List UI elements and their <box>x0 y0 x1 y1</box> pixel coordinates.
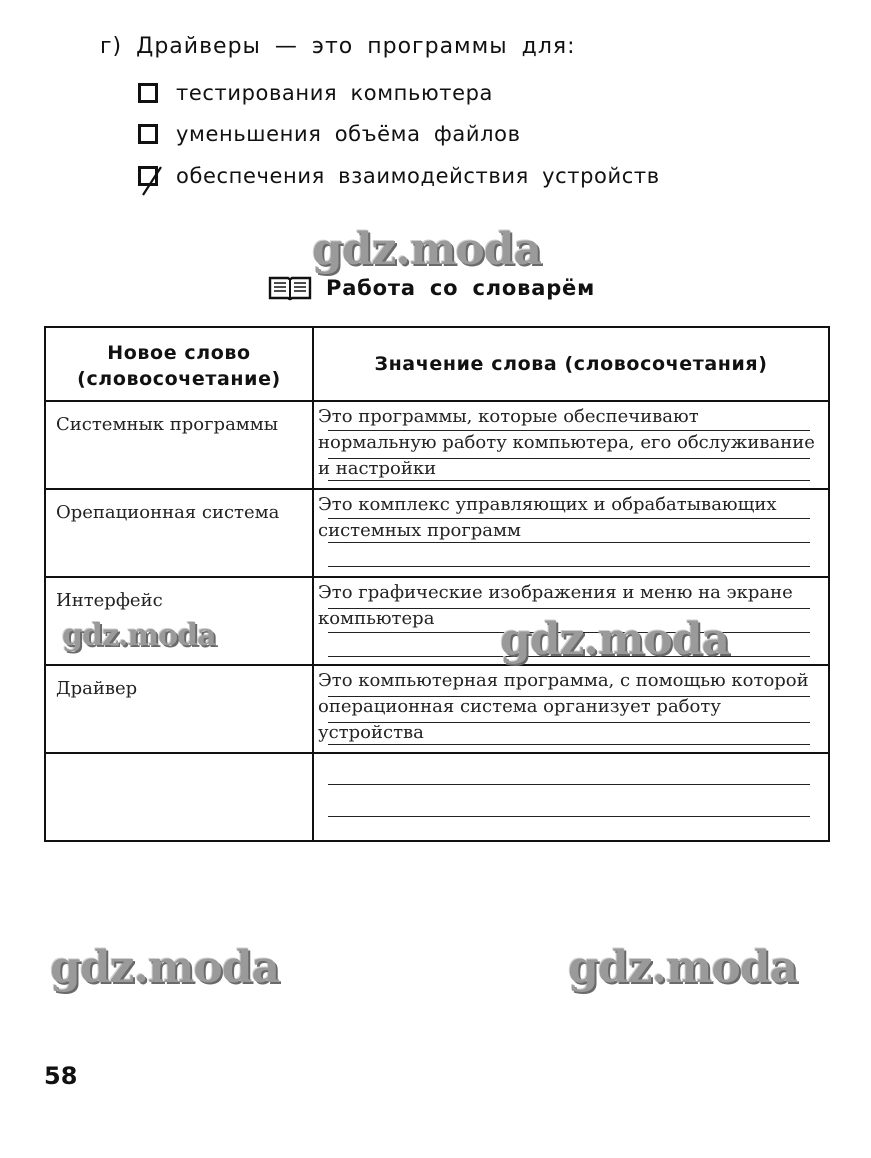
option-device-interaction[interactable] <box>138 161 660 191</box>
watermark: gdz.moda <box>50 942 280 993</box>
table-row <box>45 753 829 841</box>
word-cell[interactable]: Системнык программы <box>45 401 313 489</box>
option-file-size[interactable] <box>138 119 521 149</box>
watermark: gdz.moda <box>312 224 542 275</box>
word-cell[interactable] <box>45 753 313 841</box>
watermark: gdz.moda <box>568 942 798 993</box>
check-mark-icon <box>137 163 165 195</box>
option-label: уменьшения объёма файлов <box>176 122 521 146</box>
open-book-icon <box>268 274 312 302</box>
watermark: gdz.moda <box>500 614 730 665</box>
table-row <box>45 401 829 489</box>
option-label: обеспечения взаимодействия устройств <box>176 164 660 188</box>
meaning-cell[interactable] <box>313 489 829 577</box>
option-label: тестирования компьютера <box>176 81 493 105</box>
meaning-text: Это комплекс управляющих и обрабатывающих системных программ <box>318 494 777 541</box>
section-title: Работа со словарём <box>326 276 596 300</box>
meaning-text: Это программы, которые обеспечивают нормальную работу компьютера, его обслуживание и настройки <box>318 406 815 479</box>
word-cell[interactable]: Драйвер <box>45 665 313 753</box>
meaning-cell[interactable] <box>313 401 829 489</box>
meaning-cell[interactable] <box>313 665 829 753</box>
table-row <box>45 665 829 753</box>
word-cell[interactable]: Орепационная система <box>45 489 313 577</box>
word-cell[interactable]: Интерфейс <box>45 577 313 665</box>
question-title: г) Драйверы — это программы для: <box>100 34 576 59</box>
checkbox[interactable] <box>138 124 158 144</box>
table-row <box>45 489 829 577</box>
header-word: Новое слово (словосочетание) <box>45 327 313 401</box>
meaning-text <box>314 754 828 756</box>
header-meaning: Значение слова (словосочетания) <box>313 327 829 401</box>
page-number: 58 <box>44 1062 78 1090</box>
meaning-text: Это компьютерная программа, с помощью которой операционная система организует работу устройства <box>318 670 809 743</box>
section-header <box>268 274 595 302</box>
table-header-row <box>45 327 829 401</box>
checkbox[interactable] <box>138 83 158 103</box>
option-testing[interactable] <box>138 78 493 108</box>
meaning-cell[interactable] <box>313 753 829 841</box>
checkbox-checked[interactable] <box>138 166 158 186</box>
meaning-text: Это графические изображения и меню на экране компьютера <box>318 582 793 629</box>
dictionary-table <box>44 326 830 842</box>
watermark: gdz.moda <box>62 618 216 653</box>
